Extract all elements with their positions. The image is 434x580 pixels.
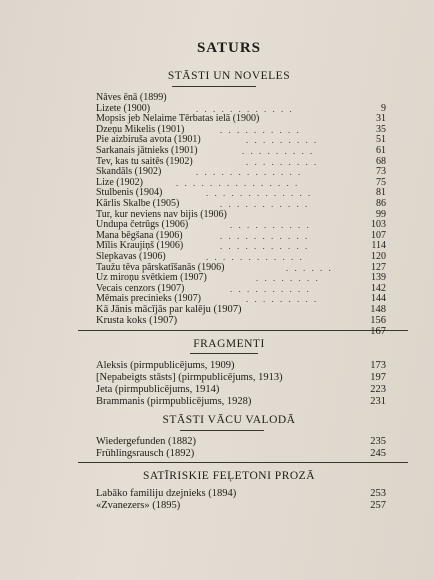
section-rule (190, 353, 258, 354)
entry-title: Vecais cenzors (1907) (96, 282, 185, 294)
entry-title: Jeta (pirmpublicējums, 1914) (96, 384, 220, 395)
section-rule (172, 86, 256, 87)
entry-title: «Zvanezers» (1895) (96, 500, 181, 511)
entry-page: 257 (370, 500, 386, 511)
entry-page: 73 (376, 166, 386, 178)
entry-title: Wiedergefunden (1882) (96, 436, 196, 447)
toc-entry: Undupa četrūgs (1906) . . . . . . . . . . 103 (96, 219, 386, 231)
entry-page: 127 (371, 261, 386, 273)
section-rule (78, 462, 408, 463)
toc-entry: Tev, kas tu saitēs (1902) . . . . . . . . . 68 (96, 155, 386, 167)
entry-title: Stulbenis (1904) (96, 187, 163, 199)
entry-title: Brammanis (pirmpublicējums, 1928) (96, 396, 252, 407)
entry-title: Mopsis jeb Nelaime Tērbatas ielā (1900) (96, 113, 260, 125)
toc-entry (96, 396, 386, 408)
entry-page: 223 (370, 384, 386, 395)
entry-page: 114 (371, 240, 386, 252)
entry-title: Mana bēgšana (1906) (96, 229, 183, 241)
toc-entry (96, 384, 386, 396)
entry-title: Pie aizbiruša avota (1901) (96, 134, 201, 146)
entry-page: 148 (370, 304, 386, 315)
toc-entry: Mīlis Kraujiņš (1906) . . . . . . . . . . . 114 (96, 240, 386, 252)
entry-title: Kārlis Skalbe (1905) (96, 198, 180, 209)
toc-entry: Lize (1902) . . . . . . . . . . . . . . . 75 (96, 176, 386, 188)
toc-entry (96, 436, 386, 448)
entry-page: 51 (376, 134, 386, 146)
toc-entry: Mēmais precinieks (1907) . . . . . . . . . 144 (96, 293, 386, 305)
entry-page: 9 (381, 102, 386, 114)
entry-page: 75 (376, 176, 386, 188)
toc-entry (96, 448, 386, 460)
toc-entry-page-only (96, 326, 386, 338)
entry-title: Mīlis Kraujiņš (1906) (96, 240, 184, 252)
entry-page: 144 (371, 293, 386, 305)
entry-page: 173 (370, 360, 386, 371)
entry-title: Aleksis (pirmpublicējums, 1909) (96, 360, 235, 371)
entry-page: 103 (371, 219, 386, 231)
entry-page: 245 (370, 448, 386, 459)
entry-page: 68 (376, 155, 386, 167)
entry-page: 31 (376, 113, 386, 125)
toc-entry: Skandāls (1902) . . . . . . . . . . . . . 73 (96, 166, 386, 178)
entry-title: Taužu tēva pārskatīšanās (1906) (96, 261, 225, 273)
entry-title: Uz miroņu svētkiem (1907) (96, 272, 207, 284)
toc-entry: Lizete (1900) . . . . . . . . . . . . 9 (96, 102, 386, 114)
entry-title: Lize (1902) (96, 176, 143, 188)
toc-entry (96, 500, 386, 512)
toc-entry (96, 372, 386, 384)
entry-page: 61 (376, 145, 386, 156)
entry-title: Kā Jānis mācījās par kalēju (1907) (96, 304, 242, 315)
entry-page: 86 (376, 198, 386, 209)
entry-title: Sarkanais jātnieks (1901) (96, 145, 198, 156)
toc-entry (96, 360, 386, 372)
section-title: SATĪRISKIE FEĻETONI PROZĀ (142, 470, 315, 482)
entry-title: Labāko familiju dzejnieks (1894) (96, 488, 237, 499)
entry-title: Frühlingsrausch (1892) (96, 448, 195, 459)
entry-page: 81 (376, 187, 386, 199)
entry-title: Lizete (1900) (96, 102, 151, 114)
entry-title: Slepkavas (1906) (96, 251, 166, 262)
section-title: STĀSTI UN NOVELES (167, 70, 291, 82)
toc-entry: Dzeņu Mikelis (1901) . . . . . . . . . . 35 (96, 123, 386, 135)
toc-entry: Pie aizbiruša avota (1901) . . . . . . . . . 51 (96, 134, 386, 146)
entry-page: 231 (370, 396, 386, 407)
toc-entry: Stulbenis (1904) . . . . . . . . . . . . . 81 (96, 187, 386, 199)
section-title: FRAGMENTI (193, 338, 265, 350)
entry-page: 197 (370, 372, 386, 383)
entry-title: Tur, kur neviens nav bijis (1906) (96, 208, 227, 220)
toc-entry (96, 488, 386, 500)
toc-entry: Vecais cenzors (1907) . . . . . . . . . . 142 (96, 282, 386, 294)
entry-page: 156 (370, 314, 386, 326)
entry-page: 99 (376, 208, 386, 220)
entry-page: 107 (371, 229, 386, 241)
section-title: STĀSTI VĀCU VALODĀ (162, 414, 296, 426)
entry-title: [Nepabeigts stāsts] (pirmpublicējums, 1913) (96, 372, 283, 383)
toc-entry: Kārlis Skalbe (1905) . . . . . . . . . . . 86 (96, 198, 386, 209)
entry-title: Nāves ēnā (1899) (96, 92, 167, 103)
entry-page: 253 (370, 488, 386, 499)
entry-title: Tev, kas tu saitēs (1902) (96, 155, 193, 167)
toc-entry: Taužu tēva pārskatīšanās (1906) . . . . . . 127 (96, 261, 386, 273)
toc-entry: Sarkanais jātnieks (1901) . . . . . . . . . 61 (96, 145, 386, 156)
toc-entry: Uz miroņu svētkiem (1907) . . . . . . . . 139 (96, 272, 386, 284)
page-title: SATURS (196, 40, 262, 56)
entry-page: 235 (370, 436, 386, 447)
entry-page: 35 (376, 123, 386, 135)
entry-page: 142 (371, 282, 386, 294)
entry-title: Dzeņu Mikelis (1901) (96, 123, 185, 135)
toc-entry: Mana bēgšana (1906) . . . . . . . . . . . 107 (96, 229, 386, 241)
toc-entry: Slepkavas (1906) . . . . . . . . . . . . 120 (96, 251, 386, 262)
entry-title: Mēmais precinieks (1907) (96, 293, 201, 305)
entry-title: Krusta koks (1907) (96, 314, 178, 326)
entry-title: Undupa četrūgs (1906) (96, 219, 189, 231)
entry-page: 120 (371, 251, 386, 262)
section-rule (180, 430, 264, 431)
entry-title: Skandāls (1902) (96, 166, 162, 178)
entry-page: 139 (371, 272, 386, 284)
entry-page: 167 (370, 325, 386, 337)
